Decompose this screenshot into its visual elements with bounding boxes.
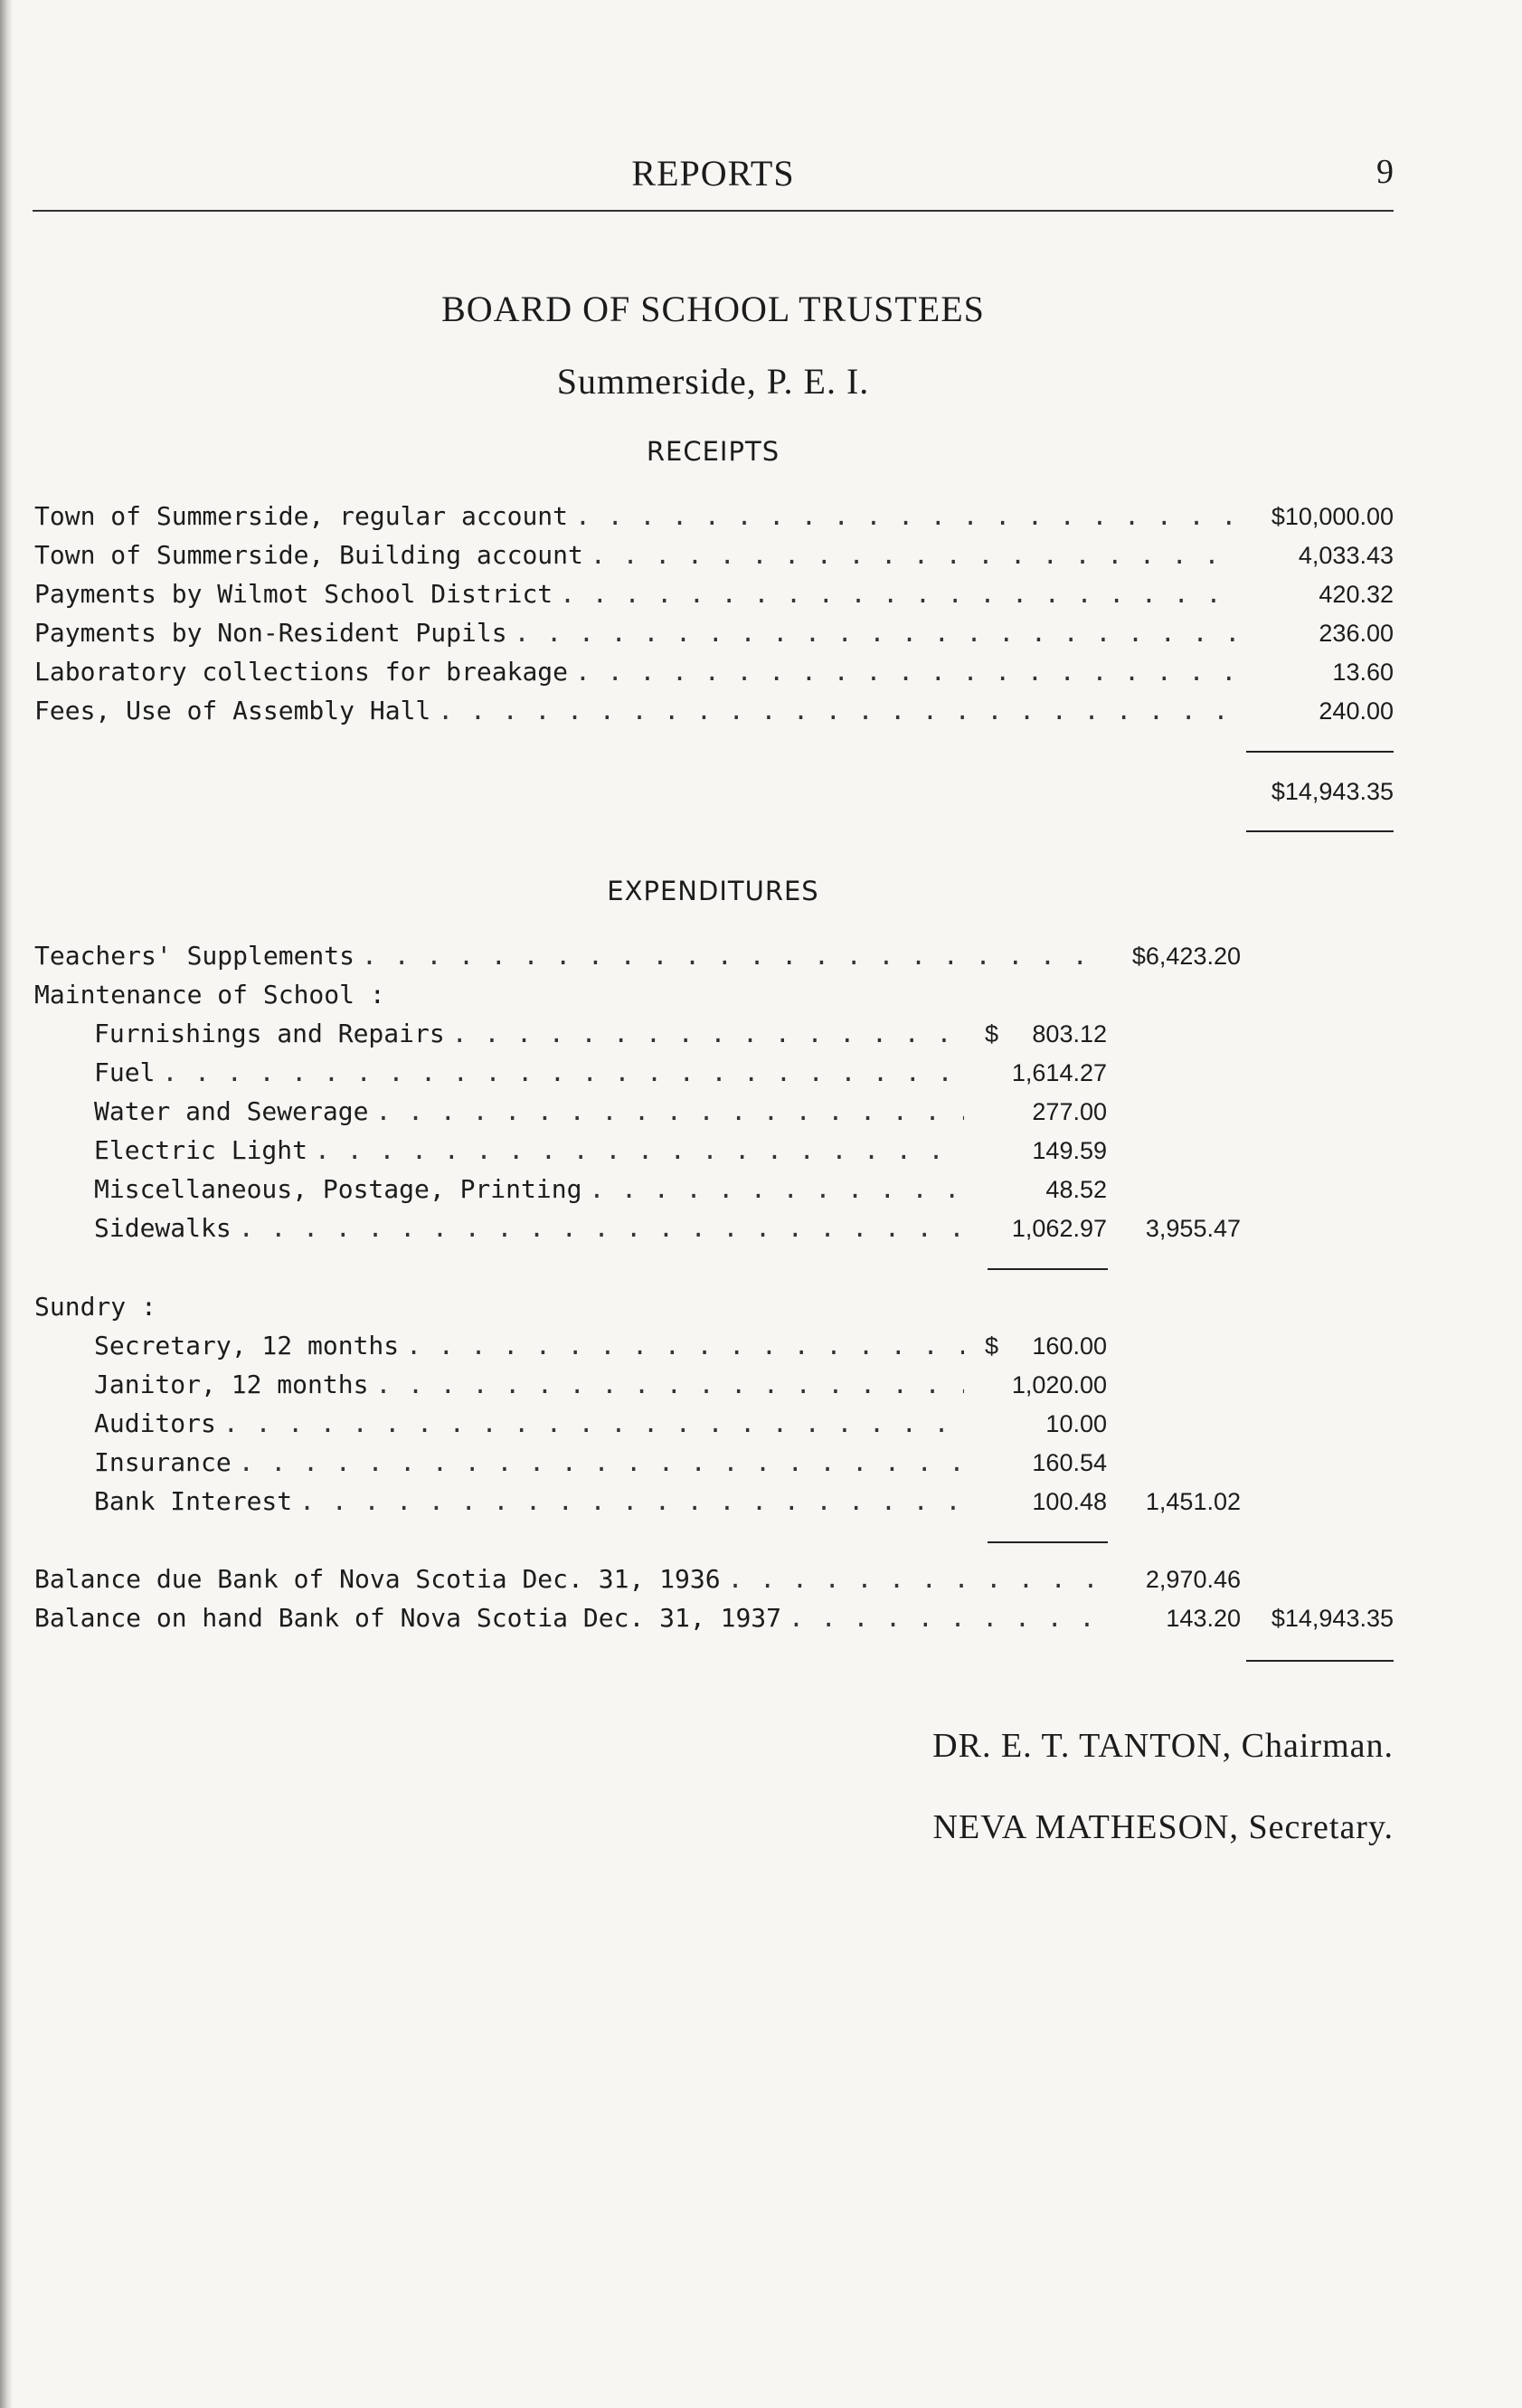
leader-dots <box>375 1096 964 1126</box>
leader-dots <box>239 1213 964 1243</box>
running-header-title: REPORTS <box>631 153 795 194</box>
sundry-amount: 1,020.00 <box>1011 1371 1107 1398</box>
receipt-amount: 420.32 <box>1319 581 1394 608</box>
sundry-subtotal: 1,451.02 <box>1145 1488 1241 1515</box>
maintenance-row <box>94 1057 971 1094</box>
total-rule <box>1246 830 1394 832</box>
report-title: BOARD OF SCHOOL TRUSTEES <box>441 289 985 329</box>
maintenance-label: Sidewalks <box>94 1213 232 1243</box>
maintenance-heading: Maintenance of School : <box>34 980 385 1010</box>
total-rule <box>1246 1660 1394 1662</box>
sundry-label: Janitor, 12 months <box>94 1370 369 1399</box>
leader-dots <box>375 1370 964 1399</box>
receipt-row <box>34 618 1246 654</box>
sundry-label: Bank Interest <box>94 1486 293 1516</box>
leader-dots <box>315 1135 964 1165</box>
balance-on-hand-row <box>34 1603 1101 1639</box>
sundry-amount: 10.00 <box>1045 1410 1107 1437</box>
sundry-amount: 160.54 <box>1032 1449 1107 1476</box>
sundry-row <box>94 1447 971 1484</box>
receipt-row <box>34 579 1246 615</box>
sundry-label: Auditors <box>94 1408 216 1438</box>
expenditures-heading: EXPENDITURES <box>607 876 819 906</box>
report-subtitle: Summerside, P. E. I. <box>556 361 870 402</box>
leader-dots <box>728 1564 1094 1594</box>
maintenance-row <box>94 1135 971 1171</box>
leader-dots <box>223 1408 964 1438</box>
maintenance-amount: 1,614.27 <box>1011 1059 1107 1086</box>
subtotal-rule <box>988 1541 1108 1543</box>
sundry-row <box>94 1486 971 1522</box>
leader-dots <box>452 1019 964 1048</box>
dollar-sign: $ <box>985 1332 999 1360</box>
receipt-amount: 240.00 <box>1319 697 1394 725</box>
maintenance-row <box>94 1096 971 1133</box>
sundry-row <box>94 1408 971 1445</box>
page-edge-shadow <box>0 0 13 2408</box>
leader-dots <box>789 1603 1094 1633</box>
sundry-heading-row <box>34 1292 577 1328</box>
secretary-signature: NEVA MATHESON, Secretary. <box>932 1808 1394 1846</box>
subtotal-rule <box>988 1268 1108 1270</box>
maintenance-amount: 48.52 <box>1045 1176 1107 1203</box>
leader-dots <box>575 501 1239 531</box>
leader-dots <box>162 1057 964 1087</box>
running-header <box>33 152 1394 203</box>
sundry-amount: 160.00 <box>1032 1332 1107 1360</box>
receipt-label: Payments by Non-Resident Pupils <box>34 618 507 648</box>
maintenance-label: Water and Sewerage <box>94 1096 369 1126</box>
receipt-amount: 4,033.43 <box>1298 542 1394 569</box>
leader-dots <box>406 1331 964 1360</box>
dollar-sign: $ <box>985 1020 999 1048</box>
receipt-label: Town of Summerside, regular account <box>34 501 569 531</box>
sundry-row <box>94 1370 971 1406</box>
sundry-heading: Sundry : <box>34 1292 156 1322</box>
balance-on-hand-label: Balance on hand Bank of Nova Scotia Dec. 31, 1937 <box>34 1603 782 1633</box>
sundry-label: Secretary, 12 months <box>94 1331 400 1360</box>
receipt-row <box>34 696 1246 732</box>
sundry-amount: 100.48 <box>1032 1488 1107 1515</box>
maintenance-label: Furnishings and Repairs <box>94 1019 445 1048</box>
balance-due-label: Balance due Bank of Nova Scotia Dec. 31, 1936 <box>34 1564 721 1594</box>
receipt-label: Fees, Use of Assembly Hall <box>34 696 431 725</box>
receipt-amount: 13.60 <box>1332 659 1394 686</box>
header-rule <box>33 210 1394 212</box>
maintenance-amount: 1,062.97 <box>1011 1215 1107 1242</box>
receipt-label: Laboratory collections for breakage <box>34 657 569 687</box>
maintenance-label: Miscellaneous, Postage, Printing <box>94 1174 582 1204</box>
maintenance-amount: 149.59 <box>1032 1137 1107 1164</box>
maintenance-row <box>94 1213 971 1249</box>
maintenance-subtotal: 3,955.47 <box>1145 1215 1241 1242</box>
expenditure-row <box>34 941 1101 977</box>
sundry-label: Insurance <box>94 1447 232 1477</box>
total-rule <box>1246 751 1394 753</box>
chairman-signature: DR. E. T. TANTON, Chairman. <box>932 1727 1394 1765</box>
leader-dots <box>438 696 1239 725</box>
expenditure-amount: $6,423.20 <box>1131 943 1241 970</box>
receipt-row <box>34 540 1246 576</box>
receipt-label: Payments by Wilmot School District <box>34 579 553 609</box>
maintenance-amount: 803.12 <box>1032 1020 1107 1048</box>
leader-dots <box>299 1486 964 1516</box>
receipt-amount: 236.00 <box>1319 620 1394 647</box>
sundry-row <box>94 1331 971 1367</box>
leader-dots <box>515 618 1239 648</box>
maintenance-row <box>94 1174 971 1210</box>
maintenance-heading-row <box>34 980 577 1016</box>
leader-dots <box>239 1447 964 1477</box>
maintenance-label: Electric Light <box>94 1135 308 1165</box>
balance-on-hand-amount: 143.20 <box>1166 1605 1241 1632</box>
leader-dots <box>575 657 1239 687</box>
leader-dots <box>589 1174 964 1204</box>
receipts-heading: RECEIPTS <box>646 436 780 467</box>
balance-due-amount: 2,970.46 <box>1145 1566 1241 1593</box>
receipt-label: Town of Summerside, Building account <box>34 540 583 570</box>
receipt-amount: $10,000.00 <box>1271 503 1394 530</box>
receipt-row <box>34 657 1246 693</box>
maintenance-label: Fuel <box>94 1057 156 1087</box>
expenditure-label: Teachers' Supplements <box>34 941 355 971</box>
balance-due-row <box>34 1564 1101 1600</box>
leader-dots <box>362 941 1094 971</box>
expenditures-total: $14,943.35 <box>1271 1605 1394 1632</box>
receipts-total: $14,943.35 <box>1271 778 1394 805</box>
leader-dots <box>560 579 1239 609</box>
maintenance-amount: 277.00 <box>1032 1098 1107 1125</box>
page-number: 9 <box>1376 153 1394 191</box>
maintenance-row <box>94 1019 971 1055</box>
leader-dots <box>591 540 1239 570</box>
receipt-row <box>34 501 1246 537</box>
